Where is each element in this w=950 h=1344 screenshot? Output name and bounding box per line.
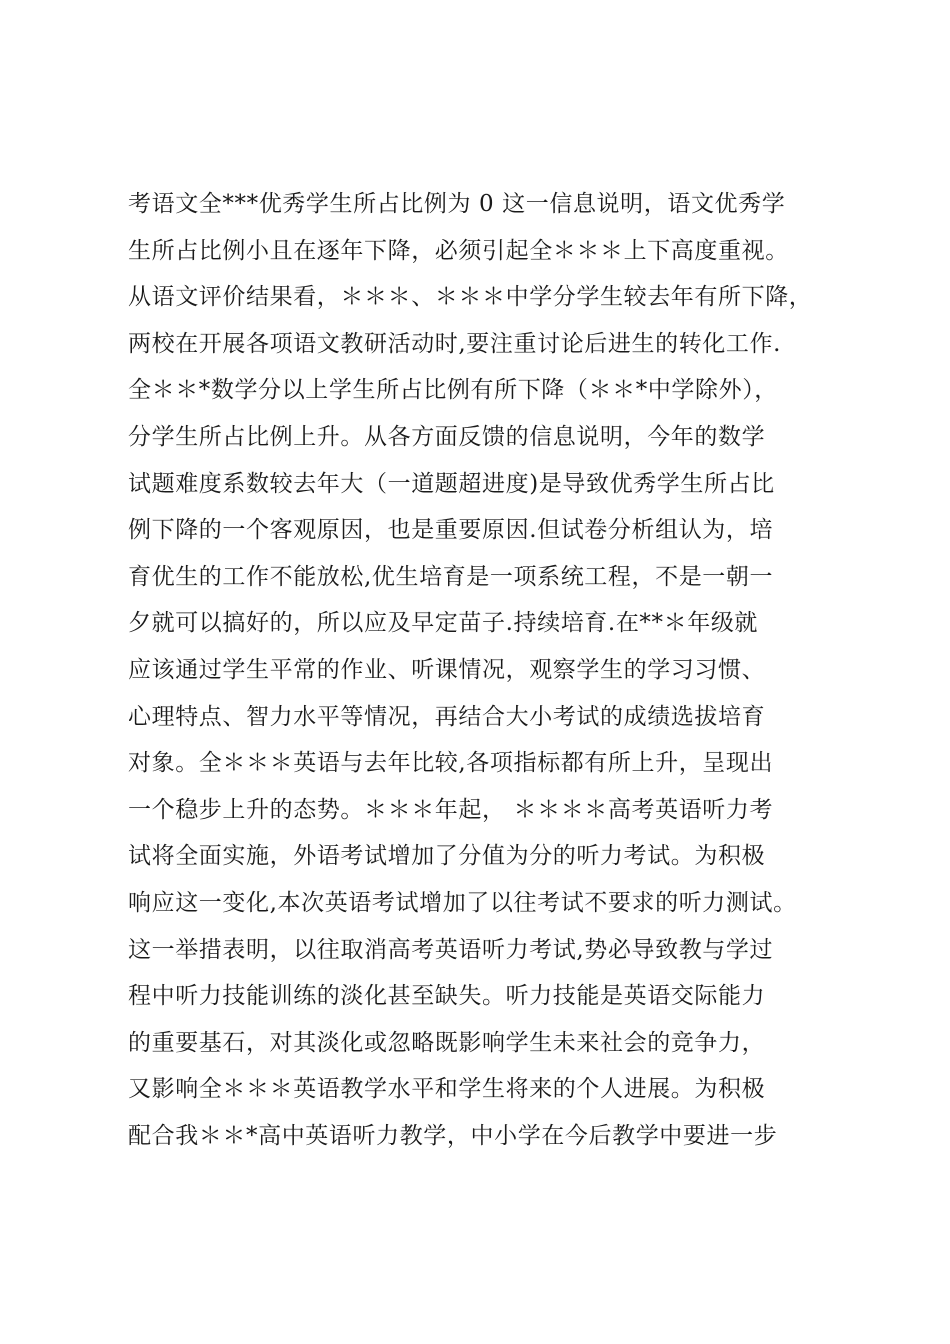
body-paragraph — [128, 181, 848, 1159]
text-line: 的重要基石，对其淡化或忽略既影响学生未来社会的竞争力， — [128, 1029, 766, 1056]
text-line: 又影响全＊＊＊英语教学水平和学生将来的个人进展。为积极 — [128, 1076, 766, 1103]
text-line: 夕就可以搞好的，所以应及早定苗子.持续培育.在**＊年级就 — [128, 610, 759, 637]
text-line: 考语文全***优秀学生所占比例为 0 这一信息说明，语文优秀学 — [128, 191, 786, 217]
text-line: 这一举措表明，以往取消高考英语听力考试,势必导致教与学过 — [128, 936, 774, 963]
text-line: 分学生所占比例上升。从各方面反馈的信息说明，今年的数学 — [128, 423, 766, 450]
text-line: 例下降的一个客观原因，也是重要原因.但试卷分析组认为，培 — [128, 517, 774, 544]
text-line: 对象。全＊＊＊英语与去年比较,各项指标都有所上升，呈现出 — [128, 750, 774, 777]
text-line: 育优生的工作不能放松,优生培育是一项系统工程，不是一朝一 — [128, 563, 774, 590]
text-line: 应该通过学生平常的作业、听课情况，观察学生的学习习惯、 — [128, 656, 766, 683]
text-line: 试将全面实施，外语考试增加了分值为分的听力考试。为积极 — [128, 843, 766, 870]
text-line: 全＊＊*数学分以上学生所占比例有所下降（＊＊*中学除外）， — [128, 377, 778, 404]
text-line: 试题难度系数较去年大（一道题超进度)是导致优秀学生所占比 — [128, 470, 775, 497]
text-line: 生所占比例小且在逐年下降，必须引起全＊＊＊上下高度重视。 — [128, 237, 789, 264]
text-line: 程中听力技能训练的淡化甚至缺失。听力技能是英语交际能力 — [128, 983, 766, 1010]
text-line: 配合我＊＊*高中英语听力教学，中小学在今后教学中要进一步 — [128, 1122, 778, 1149]
text-line: 一个稳步上升的态势。＊＊＊年起， ＊＊＊＊高考英语听力考 — [128, 796, 774, 823]
text-line: 两校在开展各项语文教研活动时,要注重讨论后进生的转化工作. — [128, 330, 782, 357]
text-line: 响应这一变化,本次英语考试增加了以往考试不要求的听力测试。 — [128, 889, 797, 916]
text-line: 从语文评价结果看，＊＊＊、＊＊＊中学分学生较去年有所下降， — [128, 284, 813, 311]
text-line: 心理特点、智力水平等情况，再结合大小考试的成绩选拔培育 — [128, 703, 766, 730]
